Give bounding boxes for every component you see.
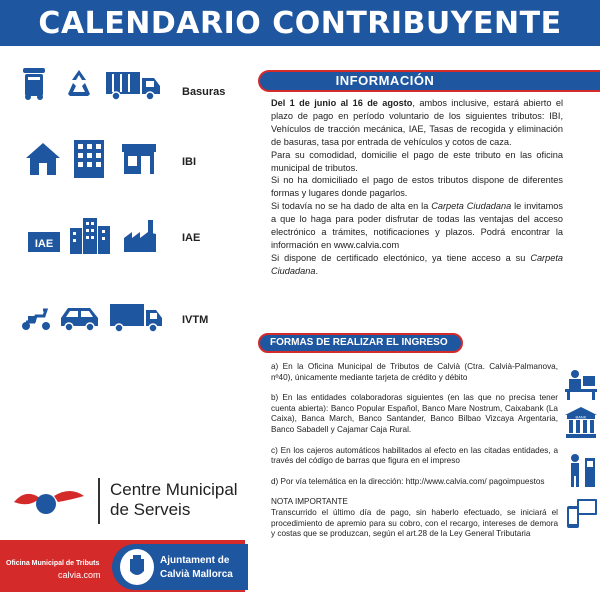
- office-title: Oficina Municipal de Tributs: [6, 560, 100, 567]
- recycle-icon: [64, 64, 94, 104]
- house-icon: [24, 138, 62, 178]
- page-title: CALENDARIO CONTRIBUYENTE: [38, 5, 562, 41]
- ajuntament-line2: Calvià Mallorca: [160, 569, 233, 580]
- truck-icon: [108, 296, 164, 336]
- category-label: Basuras: [182, 86, 226, 98]
- info-header: [258, 70, 600, 92]
- ajuntament-line1: Ajuntament de: [160, 555, 230, 566]
- office-buildings-icon: [68, 214, 112, 256]
- nota-importante: NOTA IMPORTANTE Transcurrido el último día de pago, sin haberlo efectuado, se iniciará el procedimiento de apremio para su cobro, con el recargo, intereses de demora y costas que se produzcan, según el art.28 de la Ley General Tributaria: [271, 497, 558, 539]
- iae-badge-icon: [26, 214, 66, 254]
- info-paragraph: Si todavía no se ha dado de alta en la Carpeta Ciudadana le invitamos a que lo haga para poder disfrutar de todas las ventajas del acceso electrónico a trámites, notificaciones y plazos. Podrá encontrar la información en www.calvia.com: [271, 201, 563, 250]
- category-label: IVTM: [182, 314, 209, 326]
- apartment-building-icon: [72, 138, 108, 180]
- bank-icon: [563, 404, 599, 440]
- devices-icon: [563, 496, 599, 532]
- info-paragraph: Si dispone de certificado electónico, ya tiene acceso a su Carpeta Ciudadana.: [271, 252, 563, 276]
- category-label: IAE: [182, 232, 201, 244]
- info-paragraph: Del 1 de junio al 16 de agosto, ambos inclusive, estará abierto el plazo de pago en período voluntario de los siguientes tributos: IBI, Vehículos de tracción mecánica, IAE, Tasas de recogida y eliminación de basuras, tasa por entrada de vehículos y cotos de caza.: [271, 98, 563, 147]
- cms-line2: de Serveis: [110, 500, 191, 519]
- info-paragraph: Si no ha domiciliado el pago de estos tributos dispone de diferentes formas y lugares donde pagarlos.: [271, 175, 563, 199]
- info-body: [271, 97, 563, 278]
- category-label: IBI: [182, 156, 197, 168]
- scooter-icon: [20, 296, 52, 336]
- footer-ajuntament: [112, 544, 248, 590]
- office-desk-icon: [563, 366, 599, 402]
- shop-icon: [120, 138, 160, 178]
- info-title: INFORMACIÓN: [335, 73, 435, 88]
- cms-name: [110, 480, 238, 520]
- formas-item: c) En los cajeros automáticos habilitados al efecto en las citadas entidades, a través del código de barras que figura en el impreso: [271, 445, 558, 466]
- formas-body: [271, 362, 558, 540]
- factory-icon: [120, 214, 160, 254]
- office-web: calvia.com: [58, 570, 101, 580]
- car-icon: [58, 296, 102, 336]
- category-basuras: [20, 64, 235, 114]
- svg-text:IAE: IAE: [34, 238, 54, 250]
- formas-header: [258, 333, 463, 353]
- category-iae: [20, 214, 235, 264]
- category-ibi: [20, 138, 235, 188]
- info-paragraph: Para su comodidad, domicilie el pago de este tributo en las oficina municipal de tributos.: [271, 149, 563, 173]
- formas-item: b) En las entidades colaboradoras siguientes (en las que no precisa tener cuenta abierta): Banco Popular Español, Banco Mare Nostrum, Caixabank (La Caixa), Banca March, Banco Santander, Banco Bilbao Vizcaya Argentaria, Banco Sabadell y Cajamar Caja Rural.: [271, 393, 558, 434]
- info-dates: Del 1 de junio al 16 de agosto: [271, 98, 413, 108]
- trash-bin-icon: [20, 64, 50, 104]
- garbage-truck-icon: [104, 64, 164, 104]
- shield-icon: [120, 549, 154, 585]
- atm-user-icon: [563, 452, 599, 488]
- formas-item: a) En la Oficina Municipal de Tributos de Calvià (Ctra. Calvià-Palmanova, nº40), únicamente mediante tarjeta de crédito y débito: [271, 362, 558, 382]
- cms-symbol-icon: [12, 484, 92, 518]
- title-banner: [0, 0, 600, 46]
- formas-title: FORMAS DE REALIZAR EL INGRESO: [270, 337, 448, 348]
- cms-divider: [98, 478, 100, 524]
- cms-line1: Centre Municipal: [110, 480, 238, 499]
- centre-municipal-logo: [12, 478, 247, 528]
- formas-item: d) Por vía telemática en la dirección: http://www.calvia.com/ pagoimpuestos: [271, 476, 545, 486]
- category-ivtm: [20, 296, 235, 346]
- bank-sign: BANK: [575, 414, 587, 420]
